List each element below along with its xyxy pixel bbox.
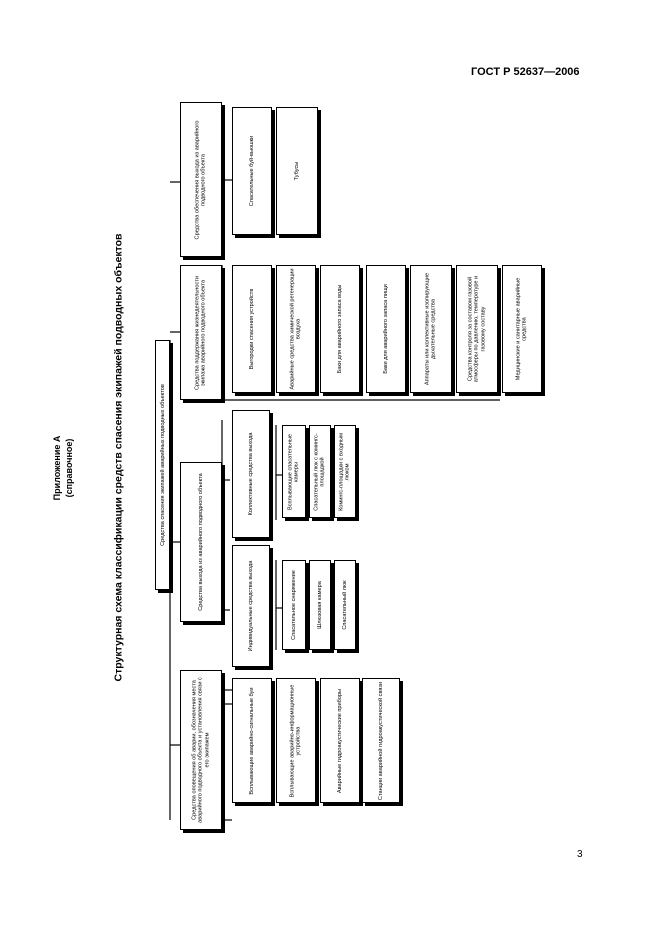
signaling-item: Станции аварийной гидроакустической связи xyxy=(362,678,400,803)
collective-item: Спасательный люк с комингс-площадкой xyxy=(309,425,331,518)
signaling-item: Аварийные гидроакустические приборы xyxy=(320,678,360,803)
standard-number: ГОСТ Р 52637—2006 xyxy=(471,66,580,78)
signaling-item: Всплывающие аварийно-сигнальные буи xyxy=(232,678,272,803)
category-signaling: Средства оповещения об аварии, обозначения места аварийного подводного объекта и установления связи с его экипажем xyxy=(180,670,222,830)
life-support-item: Баки для аварийного запаса воды xyxy=(320,265,360,393)
diagram-title: Структурная схема классификации средств спасения экипажей подводных объектов xyxy=(112,233,125,682)
collective-item: Всплывающие спасательные камеры xyxy=(282,425,306,518)
category-life-support: Средства поддержания жизнедеятельности экипажа аварийного подводного объекта xyxy=(180,265,222,400)
life-support-item: Баки для аварийного запаса пищи xyxy=(366,265,406,393)
appendix-subtitle: (справочное) xyxy=(64,438,74,498)
root-node: Средства спасения экипажей аварийных подводных объектов xyxy=(155,340,170,590)
exit-group-collective: Коллективные средства выхода xyxy=(232,410,270,538)
exit-support-item: Тубусы xyxy=(276,107,318,235)
life-support-item: Выгородки спасения устройств xyxy=(232,265,272,393)
category-exit: Средства выхода из аварийного подводного объекта xyxy=(180,462,222,622)
collective-item: Комингс-площадки с входным люком xyxy=(334,425,356,518)
exit-group-individual: Индивидуальные средства выхода xyxy=(232,545,270,667)
individual-item: Спасательное снаряжение xyxy=(282,560,306,650)
individual-item: Спасательный люк xyxy=(334,560,356,650)
signaling-item: Всплывающие аварийно-информационные устройства xyxy=(276,678,316,803)
life-support-item: Аппараты или коллективные изолирующие дыхательные средства xyxy=(410,265,452,393)
life-support-item: Аварийные средства химической регенерации воздуха xyxy=(276,265,316,393)
life-support-item: Медицинские и санитарные аварийные средства xyxy=(502,265,542,393)
life-support-item: Средства контроля за составом газовой атмосферы по давлению, температуре и газовому составу xyxy=(456,265,498,393)
category-exit-support: Средства обеспечения выхода из аварийного подводного объекта xyxy=(180,102,222,257)
individual-item: Шлюзовая камера xyxy=(309,560,331,650)
appendix-title: Приложение А xyxy=(52,435,62,501)
exit-support-item: Спасательные буй-вьюшки xyxy=(232,107,272,235)
page-number: 3 xyxy=(577,849,583,860)
